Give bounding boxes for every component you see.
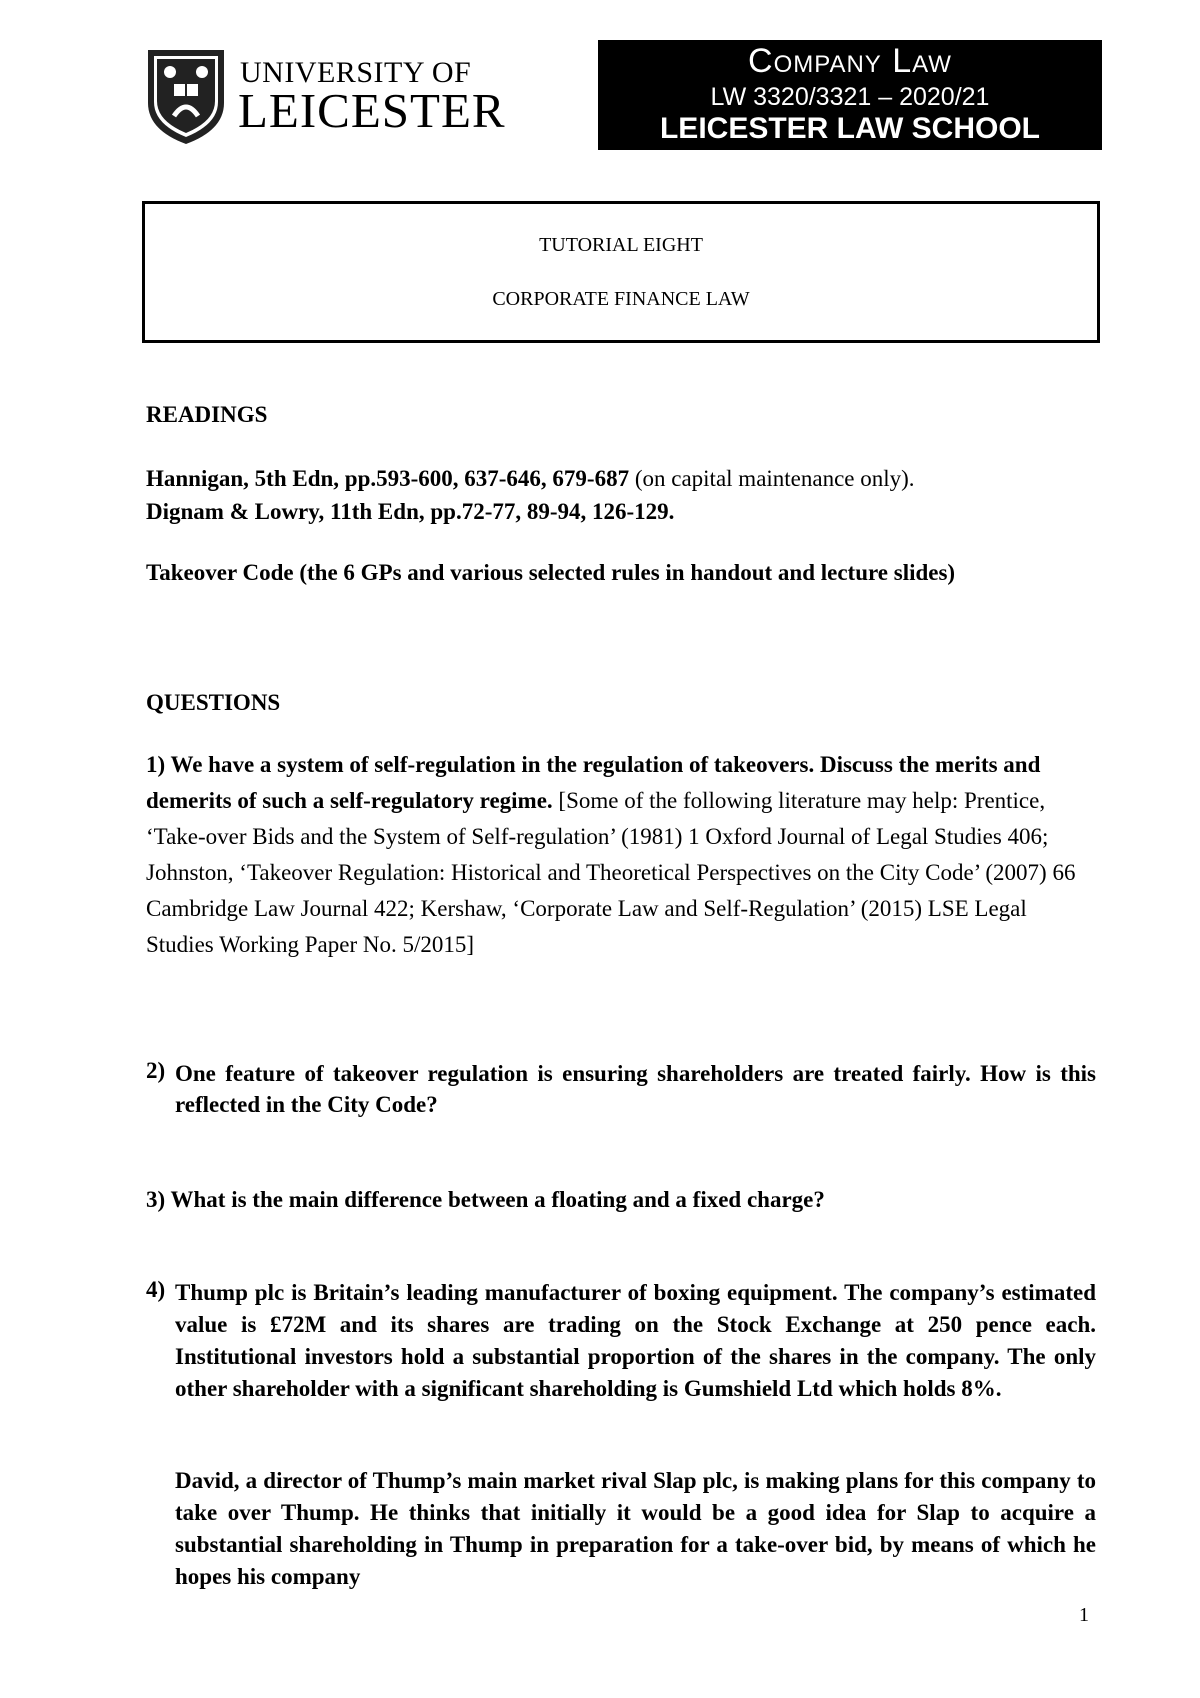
question-2-number: 2) <box>146 1058 166 1083</box>
question-2-text: One feature of takeover regulation is ensuring shareholders are treated fairly. How is this reflected in the City Code? <box>175 1061 1096 1117</box>
question-1-literature: [Some of the following literature may help: Prentice, ‘Take-over Bids and the System of Self-regulation’ (1981) 1 Oxford Journal of Legal Studies 406; Johnston, ‘Takeover Regulation: Historical and Theoretical Perspectives on the City Code’ (2007) 66 Cambridge Law Journal 422; Kershaw, ‘Corporate Law and Self-Regulation’ (2015) LSE Legal Studies Working Paper No. 5/2015] <box>146 788 1076 957</box>
question-3-text: 3) What is the main difference between a floating and a fixed charge? <box>146 1187 825 1212</box>
question-4-paragraph-1: Thump plc is Britain’s leading manufacturer of boxing equipment. The company’s estimated value is £72M and its shares are trading on the Stock Exchange at 250 pence each. Institutional investors hold a substantial proportion of the shares in the company. The only other shareholder with a significant shareholding is Gumshield Ltd which holds 8%. <box>175 1280 1096 1401</box>
readings-heading: READINGS <box>146 402 268 427</box>
reading-hannigan-pages: Hannigan, 5th Edn, pp.593-600, 637-646, 679-687 <box>146 466 630 491</box>
crest-icon <box>146 48 226 146</box>
tutorial-title-box <box>142 201 1100 343</box>
tutorial-number: TUTORIAL EIGHT <box>539 234 703 256</box>
question-1-text: 1) We have a system of self-regulation in the regulation of takeovers. Discuss the merits and demerits of such a self-regulatory regime. <box>146 752 1041 813</box>
reading-takeover-code: Takeover Code (the 6 GPs and various selected rules in handout and lecture slides) <box>146 560 956 585</box>
questions-heading: QUESTIONS <box>146 690 281 715</box>
school-name: LEICESTER LAW SCHOOL <box>659 112 1040 145</box>
reading-hannigan <box>146 462 1096 495</box>
university-name-line2: LEICESTER <box>238 83 506 138</box>
reading-dignam: Dignam & Lowry, 11th Edn, pp.72-77, 89-94, 126-129. <box>146 499 675 524</box>
tutorial-topic: CORPORATE FINANCE LAW <box>492 288 750 310</box>
university-logo <box>146 46 516 146</box>
reading-hannigan-note: (on capital maintenance only). <box>629 466 915 491</box>
page-number: 1 <box>1079 1604 1089 1626</box>
course-code: LW 3320/3321 – 2020/21 <box>710 83 990 111</box>
question-4-number: 4) <box>146 1277 166 1302</box>
question-4-paragraph-2: David, a director of Thump’s main market rival Slap plc, is making plans for this company to take over Thump. He thinks that initially it would be a good idea for Slap to acquire a substantial shareholding in Thump in preparation for a take-over bid, by means of which he hopes his company <box>175 1468 1096 1589</box>
question-1 <box>146 747 1076 963</box>
course-title: Company Law <box>748 42 952 80</box>
university-name-line1: UNIVERSITY OF <box>240 56 472 89</box>
course-header-box <box>598 40 1102 150</box>
